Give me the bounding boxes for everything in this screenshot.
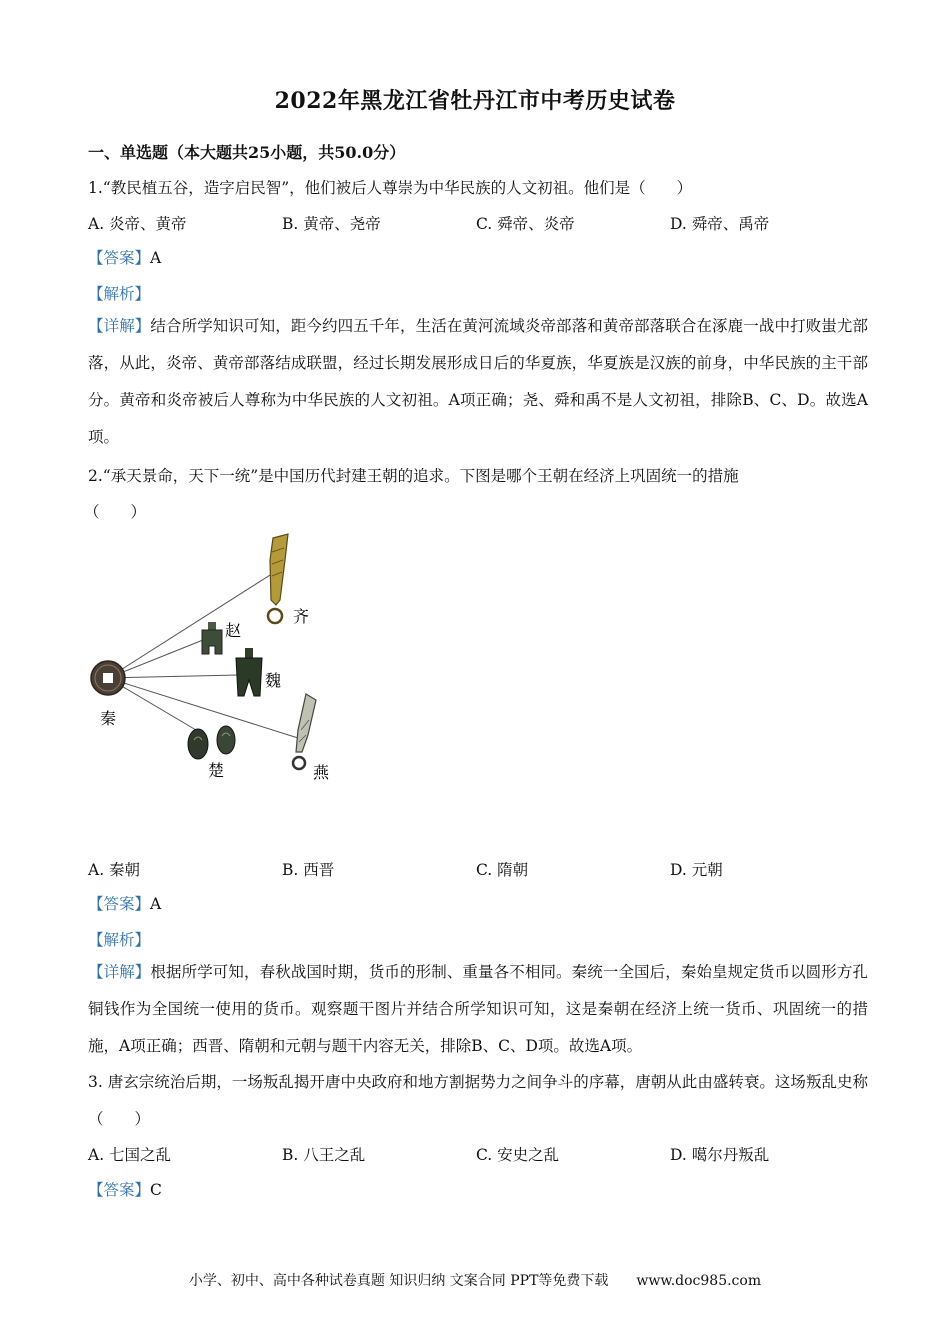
q1-analysis [88,282,150,304]
q1-detail [88,308,868,456]
q2-option-b: B. 西晋 [282,861,335,879]
page-footer: 小学、初中、高中各种试卷真题 知识归纳 文案合同 PPT等免费下载 www.doc985.com [188,1273,762,1289]
q1-option-b: B. 黄帝、尧帝 [282,215,381,233]
detail-label: 【详解】 [88,963,151,981]
q3-option-a: A. 七国之乱 [88,1146,172,1164]
q3-stem: 3. 唐玄宗统治后期，一场叛乱揭开唐中央政府和地方割据势力之间争斗的序幕，唐朝从此由盛转衰。这场叛乱史称（ ） [88,1073,868,1128]
coins-diagram [88,530,348,800]
q2-detail-text: 根据所学可知，春秋战国时期，货币的形制、重量各不相同。秦统一全国后，秦始皇规定货币以圆形方孔铜钱作为全国统一使用的货币。观察题干图片并结合所学知识可知，这是秦朝在经济上统一货币、巩固统一的措施，A项正确；西晋、隋朝和元朝与题干内容无关，排除B、C、D项。故选A项。 [88,963,868,1055]
wei-spade-coin-icon [236,648,262,696]
q2-option-d: D. 元朝 [670,861,723,879]
q2-answer [88,892,161,914]
chu-ant-nose-coins-icon [188,726,235,759]
analysis-label: 【解析】 [88,285,151,303]
q2-stem-line1: 2.“承天景命，天下一统”是中国历代封建王朝的追求。下图是哪个王朝在经济上巩固统一的措施 [88,467,739,485]
detail-label: 【详解】 [88,317,151,335]
label-qin: 秦 [100,709,117,728]
q2-option-c: C. 隋朝 [476,861,529,879]
q3-answer [88,1178,162,1200]
label-wei: 魏 [265,671,282,690]
q3-answer-value: C [150,1181,162,1199]
q3-option-c: C. 安史之乱 [476,1146,560,1164]
section-heading: 一、单选题（本大题共25小题，共50.0分） [88,143,406,162]
line-to-wei [108,675,238,678]
q2-analysis [88,928,150,950]
answer-label: 【答案】 [88,249,151,267]
qin-round-coin-icon [91,661,125,695]
label-yan: 燕 [313,763,330,782]
q2-answer-value: A [150,895,162,913]
answer-label: 【答案】 [88,1181,151,1199]
page-title: 2022年黑龙江省牡丹江市中考历史试卷 [274,88,676,114]
answer-label: 【答案】 [88,895,151,913]
q2-stem-line2: （ ） [84,503,147,521]
q2-option-a: A. 秦朝 [88,861,141,879]
q1-answer [88,246,161,268]
yan-knife-coin-icon [293,694,316,769]
label-zhao: 赵 [225,621,242,640]
zhao-spade-coin-icon [202,622,222,654]
coins-figure [88,530,348,800]
q1-answer-value: A [150,249,162,267]
label-chu: 楚 [208,761,225,780]
q3-option-b: B. 八王之乱 [282,1146,366,1164]
qi-knife-coin-icon [268,534,288,623]
q1-option-a: A. 炎帝、黄帝 [88,215,187,233]
q1-option-c: C. 舜帝、炎帝 [476,215,575,233]
q1-stem: 1.“教民植五谷，造字启民智”，他们被后人尊崇为中华民族的人文初祖。他们是（ ） [88,179,693,197]
q2-detail [88,954,868,1065]
q1-option-d: D. 舜帝、禹帝 [670,215,770,233]
analysis-label: 【解析】 [88,931,151,949]
q1-detail-text: 结合所学知识可知，距今约四五千年，生活在黄河流域炎帝部落和黄帝部落联合在涿鹿一战中打败蚩尤部落，从此，炎帝、黄帝部落结成联盟，经过长期发展形成日后的华夏族，华夏族是汉族的前身，中华民族的主干部分。黄帝和炎帝被后人尊称为中华民族的人文初祖。A项正确；尧、舜和禹不是人文初祖，排除B、C、D。故选A项。 [88,317,868,446]
q3-option-d: D. 噶尔丹叛乱 [670,1146,770,1164]
label-qi: 齐 [293,607,310,626]
